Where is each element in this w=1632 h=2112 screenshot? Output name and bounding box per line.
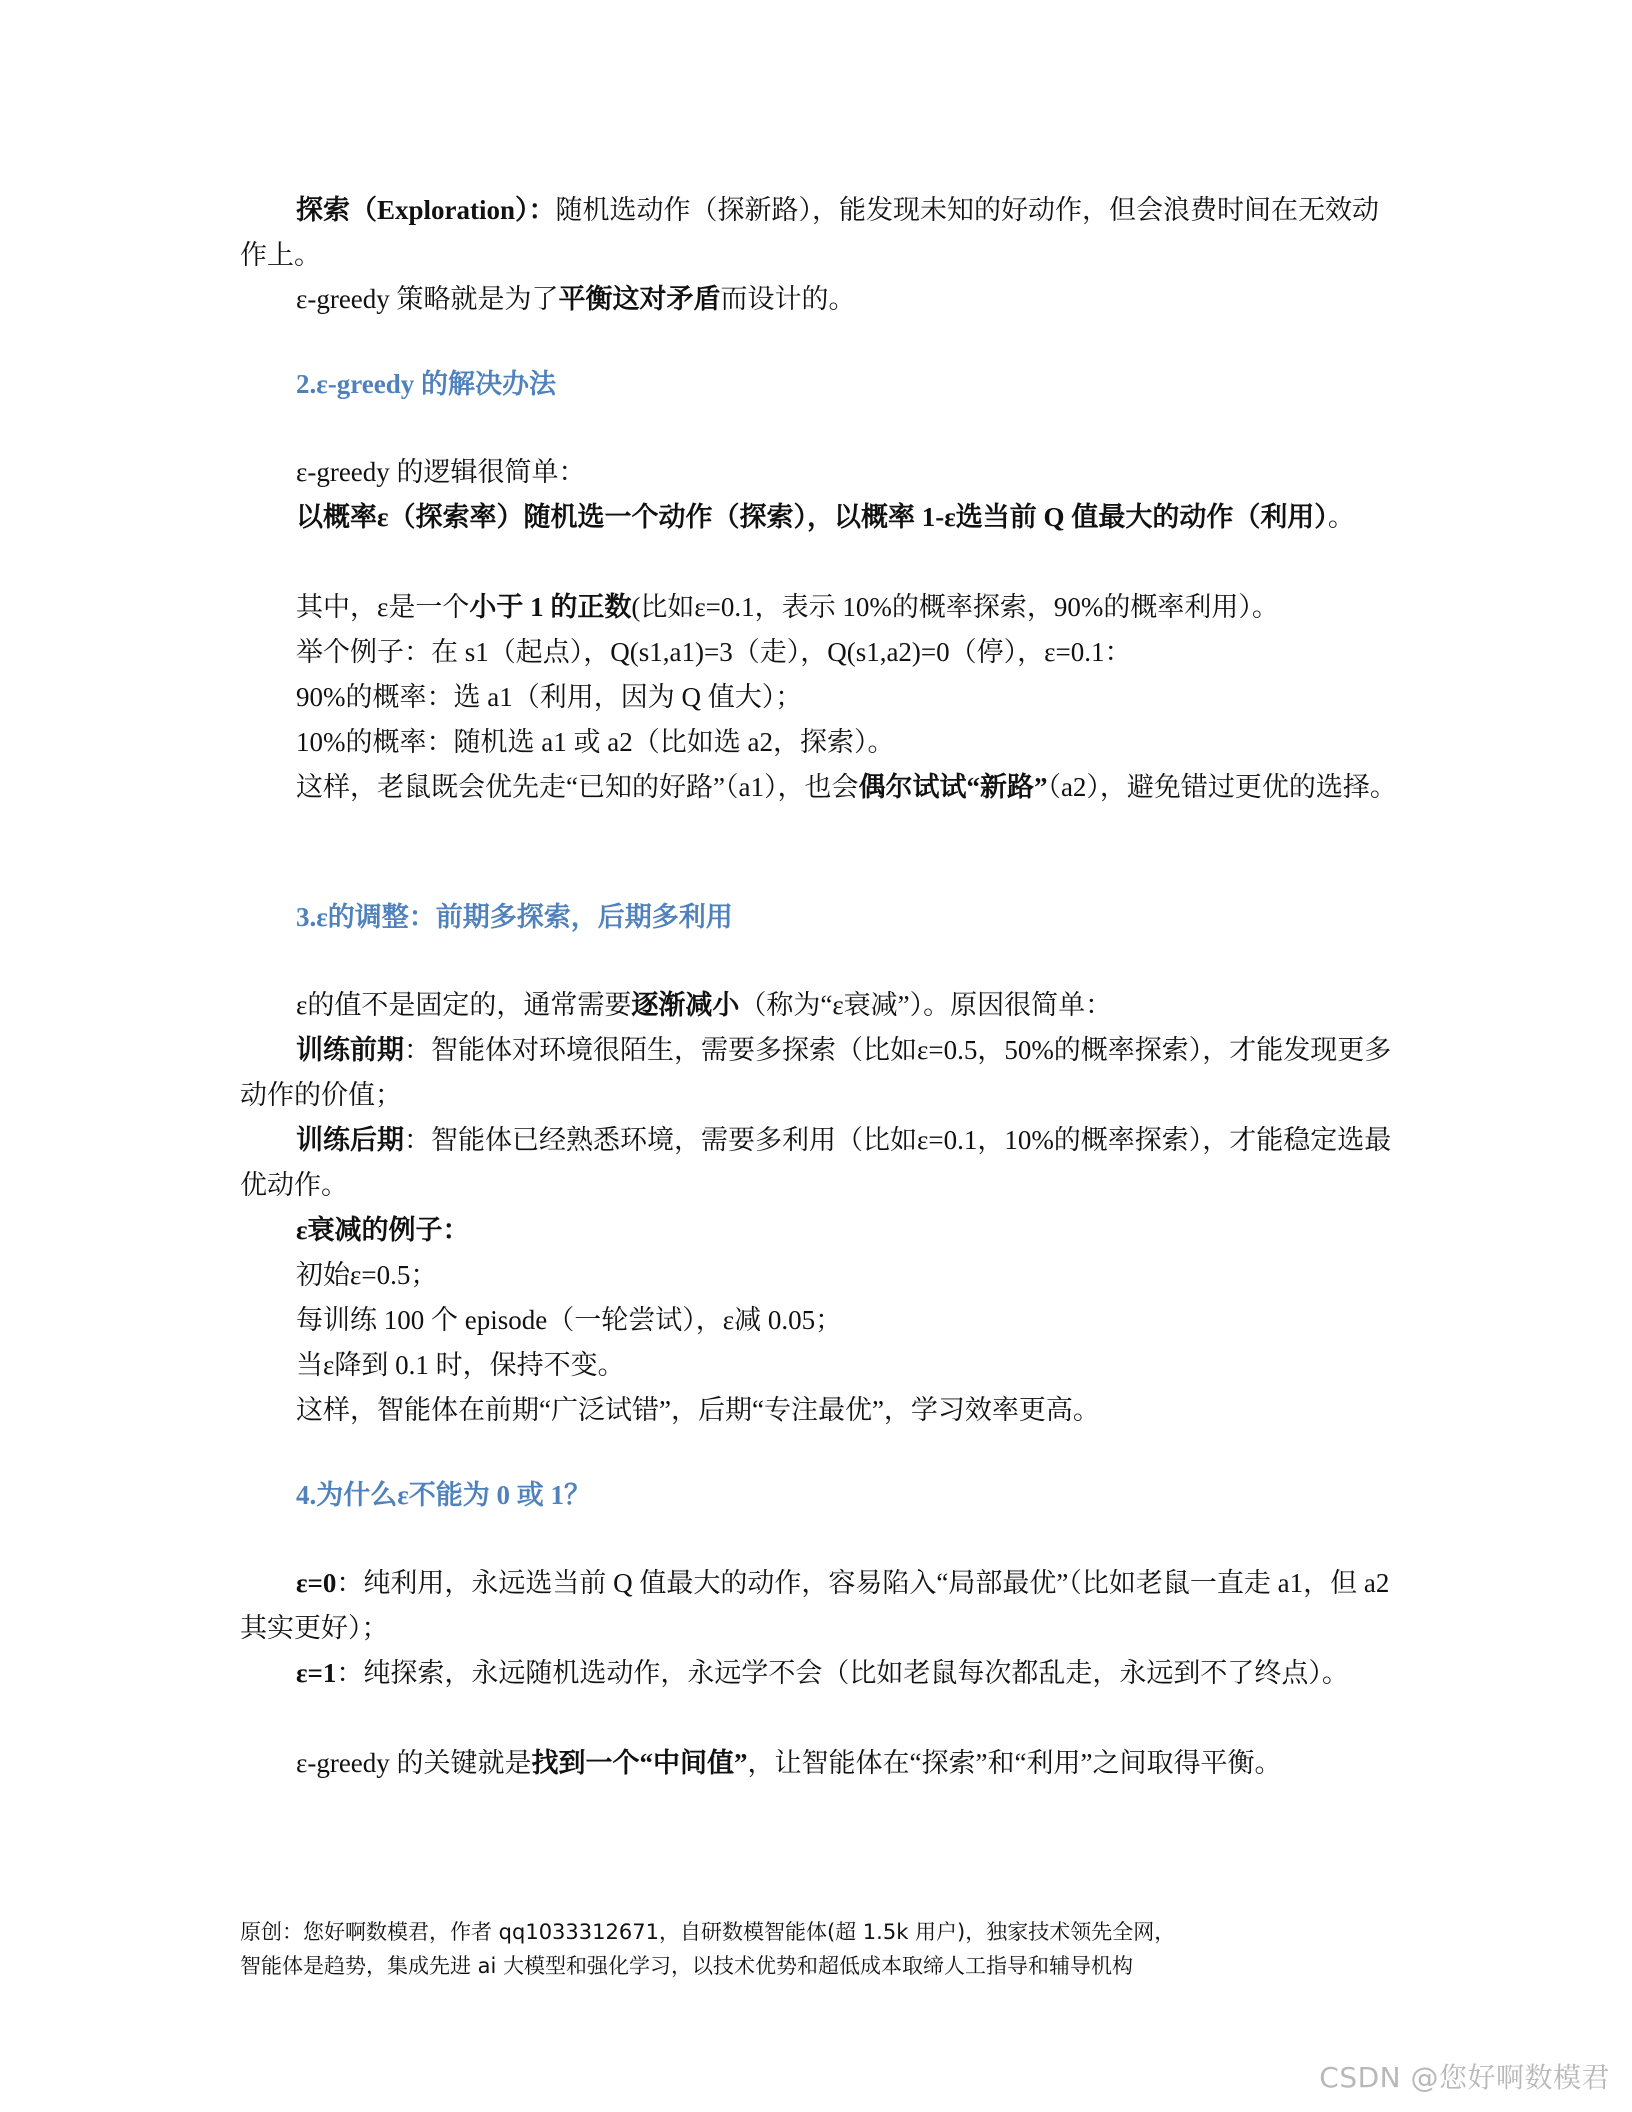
decay-every: 每训练 100 个 episode（一轮尝试），ε减 0.05； xyxy=(296,1305,843,1335)
exploration-paragraph xyxy=(240,188,1400,278)
one-label: ε=1 xyxy=(296,1658,337,1688)
decay-example-title: ε衰减的例子： xyxy=(296,1215,470,1245)
zero-text: ：纯利用，永远选当前 Q 值最大的动作，容易陷入“局部最优”（比如老鼠一直走 a1，但 a2 其实更好）； xyxy=(240,1568,1390,1643)
key-paragraph xyxy=(240,1741,1400,1786)
greedy-rule-end: 。 xyxy=(1327,502,1355,532)
mouse-bold: 偶尔试试“新路” xyxy=(858,772,1048,802)
balance-bold: 平衡这对矛盾 xyxy=(558,284,721,314)
example-paragraph: 举个例子：在 s1（起点），Q(s1,a1)=3（走），Q(s1,a2)=0（停），ε=0.1： xyxy=(296,637,1132,667)
key-pre: ε-greedy 的关键就是 xyxy=(296,1748,532,1778)
greedy-rule: 以概率ε（探索率）随机选一个动作（探索），以概率 1-ε选当前 Q 值最大的动作（利用） xyxy=(296,502,1328,532)
balance-paragraph xyxy=(240,277,1400,322)
decay-intro-pre: ε的值不是固定的，通常需要 xyxy=(296,990,632,1020)
early-text: ：智能体对环境很陌生，需要多探索（比如ε=0.5，50%的概率探索），才能发现更多动作的价值； xyxy=(240,1035,1392,1110)
footer-line-2: 智能体是趋势，集成先进 ai 大模型和强化学习，以技术优势和超低成本取缔人工指导和辅导机构 xyxy=(240,1954,1134,1978)
footer-line-1: 原创：您好啊数模君，作者 qq1033312671，自研数模智能体(超 1.5k 用户)，独家技术领先全网， xyxy=(240,1920,1176,1944)
decay-intro-bold: 逐渐减小 xyxy=(631,990,740,1020)
section4-heading: 4.为什么ε不能为 0 或 1？ xyxy=(296,1480,592,1510)
greedy-rule-paragraph xyxy=(240,495,1400,540)
late-text: ：智能体已经熟悉环境，需要多利用（比如ε=0.1，10%的概率探索），才能稳定选最优动作。 xyxy=(240,1125,1392,1200)
mouse-pre: 这样，老鼠既会优先走“已知的好路”（a1），也会 xyxy=(296,772,859,802)
decay-hold: 当ε降到 0.1 时，保持不变。 xyxy=(296,1350,625,1380)
mouse-post: （a2），避免错过更优的选择。 xyxy=(1047,772,1397,802)
mouse-paragraph xyxy=(240,765,1400,810)
decay-intro-paragraph xyxy=(240,983,1400,1028)
decay-init: 初始ε=0.5； xyxy=(296,1260,438,1290)
balance-post: 而设计的。 xyxy=(720,284,856,314)
epsilon-one-paragraph xyxy=(240,1651,1400,1696)
zero-label: ε=0 xyxy=(296,1568,337,1598)
section2-heading: 2.ε-greedy 的解决办法 xyxy=(296,369,557,399)
epsilon-where-paragraph xyxy=(240,585,1400,630)
prob90-paragraph: 90%的概率：选 a1（利用，因为 Q 值大）； xyxy=(296,682,803,712)
greedy-intro: ε-greedy 的逻辑很简单： xyxy=(296,457,586,487)
decay-summary: 这样，智能体在前期“广泛试错”，后期“专注最优”，学习效率更高。 xyxy=(296,1395,1100,1425)
early-training-paragraph xyxy=(240,1028,1400,1118)
late-label: 训练后期 xyxy=(296,1125,404,1155)
where-pre: 其中，ε是一个 xyxy=(296,592,470,622)
prob10-paragraph: 10%的概率：随机选 a1 或 a2（比如选 a2，探索）。 xyxy=(296,727,895,757)
decay-intro-post: （称为“ε衰减”）。原因很简单： xyxy=(739,990,1113,1020)
csdn-watermark: CSDN @您好啊数模君 xyxy=(1319,2061,1610,2094)
one-text: ：纯探索，永远随机选动作，永远学不会（比如老鼠每次都乱走，永远到不了终点）。 xyxy=(336,1658,1349,1688)
epsilon-zero-paragraph xyxy=(240,1561,1400,1651)
where-post: (比如ε=0.1，表示 10%的概率探索，90%的概率利用）。 xyxy=(631,592,1279,622)
balance-pre: ε-greedy 策略就是为了 xyxy=(296,284,559,314)
exploration-text: 随机选动作（探新路），能发现未知的好动作，但会浪费时间在无效动作上。 xyxy=(240,195,1380,270)
key-bold: 找到一个“中间值” xyxy=(531,1748,748,1778)
section3-heading: 3.ε的调整：前期多探索，后期多利用 xyxy=(296,902,733,932)
exploration-label: 探索（Exploration）： xyxy=(296,195,556,225)
where-bold: 小于 1 的正数 xyxy=(469,592,632,622)
late-training-paragraph xyxy=(240,1118,1400,1208)
key-post: ，让智能体在“探索”和“利用”之间取得平衡。 xyxy=(747,1748,1282,1778)
early-label: 训练前期 xyxy=(296,1035,404,1065)
